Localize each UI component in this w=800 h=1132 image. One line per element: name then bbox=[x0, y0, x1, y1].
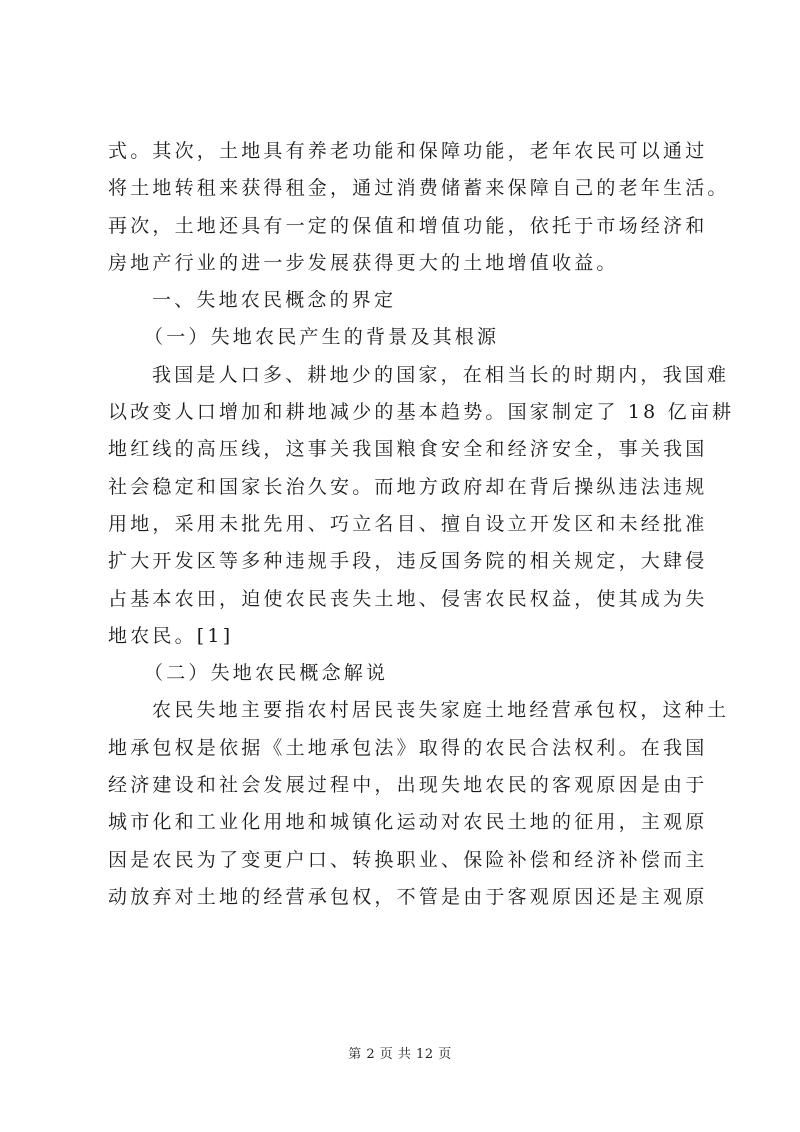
text-line: 扩大开发区等多种违规手段，违反国务院的相关规定，大肆侵 bbox=[108, 550, 708, 573]
text-line: 以改变人口增加和耕地减少的基本趋势。国家制定了 18 亿亩耕 bbox=[108, 401, 735, 424]
text-line: 式。其次，土地具有养老功能和保障功能，老年农民可以通过 bbox=[108, 140, 708, 162]
text-line: 我国是人口多、耕地少的国家，在相当长的时期内，我国难 bbox=[152, 363, 730, 386]
subsection-heading: （一）失地农民产生的背景及其根源 bbox=[144, 326, 500, 349]
text-line: 城市化和工业化用地和城镇化运动对农民土地的征用，主观原 bbox=[108, 811, 708, 834]
text-line: 地承包权是依据《土地承包法》取得的农民合法权利。在我国 bbox=[108, 736, 708, 759]
page-number-footer: 第 2 页 共 12 页 bbox=[348, 1047, 452, 1062]
text-line: 用地，采用未批先用、巧立名目、擅自设立开发区和未经批准 bbox=[108, 512, 708, 535]
subsection-heading: （二）失地农民概念解说 bbox=[144, 662, 389, 685]
text-line: 地红线的高压线，这事关我国粮食安全和经济安全，事关我国 bbox=[108, 438, 708, 461]
text-line: 占基本农田，迫使农民丧失土地、侵害农民权益，使其成为失 bbox=[108, 587, 708, 610]
text-line: 因是农民为了变更户口、转换职业、保险补偿和经济补偿而主 bbox=[108, 848, 708, 871]
text-line: 动放弃对土地的经营承包权，不管是由于客观原因还是主观原 bbox=[108, 885, 708, 908]
text-line-with-citation: 地农民。[1] bbox=[108, 624, 234, 647]
text-line: 农民失地主要指农村居民丧失家庭土地经营承包权，这种土 bbox=[152, 699, 730, 722]
text-line: 再次，土地还具有一定的保值和增值功能，依托于市场经济和 bbox=[108, 214, 708, 237]
body-text bbox=[108, 133, 735, 916]
section-heading: 一、失地农民概念的界定 bbox=[152, 289, 397, 312]
text-line: 房地产行业的进一步发展获得更大的土地增值收益。 bbox=[108, 251, 619, 274]
text-line: 将土地转租来获得租金，通过消费储蓄来保障自己的老年生活。 bbox=[108, 177, 730, 200]
text-line: 经济建设和社会发展过程中，出现失地农民的客观原因是由于 bbox=[108, 774, 708, 797]
text-line: 社会稳定和国家长治久安。而地方政府却在背后操纵违法违规 bbox=[108, 475, 708, 498]
